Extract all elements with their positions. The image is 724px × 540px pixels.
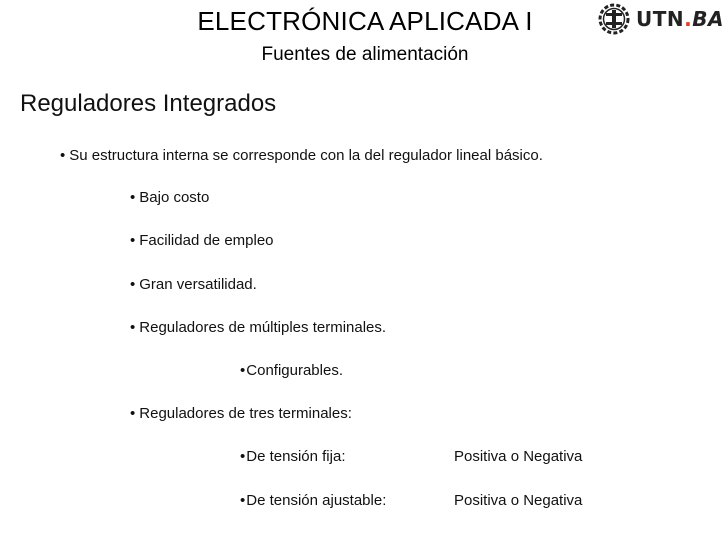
list-item [240, 448, 346, 465]
bullet-mark: • [130, 189, 136, 206]
three-terminal-text: Reguladores de tres terminales: [139, 405, 352, 422]
bullet-mark: • [240, 492, 246, 509]
adjustable-voltage-label: De tensión ajustable: [246, 492, 387, 509]
list-item [130, 232, 274, 249]
feature-text: Bajo costo [139, 189, 210, 206]
bullet-mark: • [130, 232, 136, 249]
list-item [130, 276, 257, 293]
slide-subtitle: Fuentes de alimentación [261, 44, 469, 65]
bullet-mark: • [130, 319, 136, 336]
section-title: Reguladores Integrados [20, 90, 277, 117]
logo-name: UTN [636, 7, 685, 31]
intro-bullet [60, 147, 543, 164]
intro-text: Su estructura interna se corresponde con la del regulador lineal básico. [69, 147, 543, 164]
list-item [130, 319, 386, 336]
bullet-mark: • [240, 362, 246, 379]
utn-gear-emblem-icon [598, 3, 630, 35]
list-item [240, 362, 343, 379]
slide-title: ELECTRÓNICA APLICADA I [197, 6, 533, 36]
logo-wordmark [636, 7, 724, 31]
utn-ba-logo [598, 2, 724, 36]
logo-dot: . [684, 7, 693, 31]
list-item [130, 189, 209, 206]
bullet-mark: • [60, 147, 66, 164]
bullet-mark: • [240, 448, 246, 465]
bullet-mark: • [130, 276, 136, 293]
list-item [130, 405, 352, 422]
bullet-mark: • [130, 405, 136, 422]
feature-text: Gran versatilidad. [139, 276, 257, 293]
fixed-voltage-value: Positiva o Negativa [454, 448, 583, 465]
feature-text: Facilidad de empleo [139, 232, 274, 249]
multi-terminal-text: Reguladores de múltiples terminales. [139, 319, 387, 336]
configurable-text: Configurables. [246, 362, 343, 379]
adjustable-voltage-value: Positiva o Negativa [454, 492, 583, 509]
fixed-voltage-label: De tensión fija: [246, 448, 346, 465]
logo-suffix: BA [692, 7, 724, 31]
list-item [240, 492, 386, 509]
